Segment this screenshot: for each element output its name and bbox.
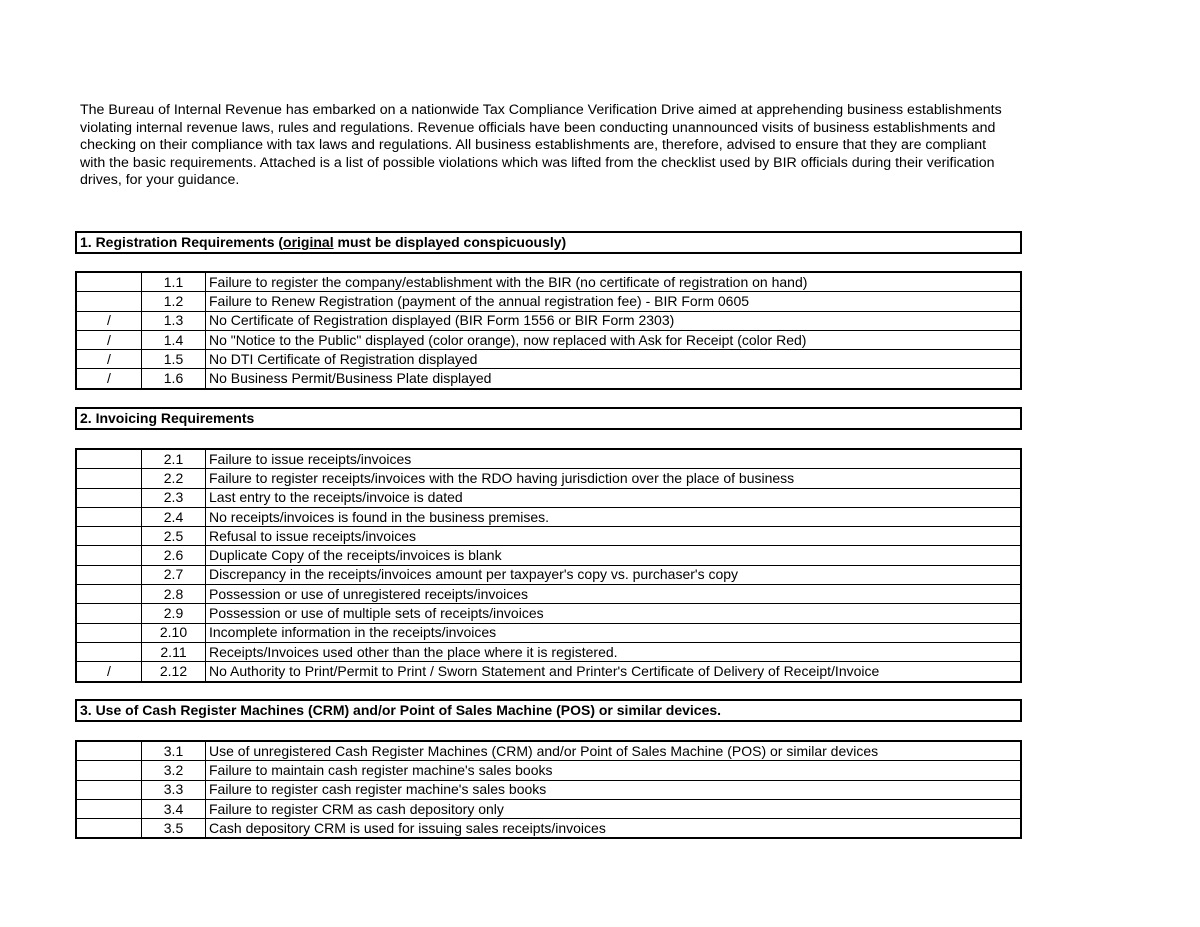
item-number-cell: 3.5 [142, 819, 206, 839]
table-row [76, 623, 1021, 642]
section-registration [75, 231, 1022, 387]
intro-paragraph: The Bureau of Internal Revenue has embarked on a nationwide Tax Compliance Verification Drive aimed at apprehending business establishments violating internal revenue laws, rules and regulations. Revenue officials have been conducting unannounced visits of business establishments and checking on their compliance with tax laws and regulations. All business establishments are, therefore, advised to ensure that they are compliant with the basic requirements. Attached is a list of possible violations which was lifted from the checklist used by BIR officials during their verification drives, for your guidance. [80, 102, 1002, 189]
section-title-pre: 1. Registration Requirements ( [80, 234, 284, 250]
section-title-post: must be displayed conspicuously) [333, 234, 567, 250]
item-number-cell: 2.2 [142, 469, 206, 488]
violations-table [75, 448, 1022, 683]
section-cash-register [75, 699, 1022, 836]
check-mark-cell [76, 819, 142, 839]
table-row [76, 369, 1021, 389]
item-number-cell: 3.4 [142, 799, 206, 818]
table-row [76, 527, 1021, 546]
violations-table [75, 271, 1022, 390]
check-mark-cell: / [76, 330, 142, 349]
table-row [76, 311, 1021, 330]
item-number-cell: 1.5 [142, 350, 206, 369]
violation-description-cell: Possession or use of multiple sets of receipts/invoices [206, 604, 1022, 623]
item-number-cell: 2.1 [142, 449, 206, 469]
table-row [76, 585, 1021, 604]
item-number-cell: 1.4 [142, 330, 206, 349]
item-number-cell: 2.12 [142, 662, 206, 682]
table-row [76, 330, 1021, 349]
section-header [75, 231, 1022, 254]
violation-description-cell: Failure to issue receipts/invoices [206, 449, 1022, 469]
item-number-cell: 1.1 [142, 272, 206, 292]
check-mark-cell [76, 642, 142, 661]
check-mark-cell: / [76, 311, 142, 330]
violation-description-cell: Receipts/Invoices used other than the place where it is registered. [206, 642, 1022, 661]
check-mark-cell: / [76, 350, 142, 369]
check-mark-cell [76, 604, 142, 623]
item-number-cell: 1.3 [142, 311, 206, 330]
section-title-pre: 2. Invoicing Requirements [80, 410, 255, 426]
item-number-cell: 2.11 [142, 642, 206, 661]
check-mark-cell [76, 469, 142, 488]
check-mark-cell [76, 741, 142, 761]
violation-description-cell: No "Notice to the Public" displayed (color orange), now replaced with Ask for Receipt (color Red) [206, 330, 1022, 349]
violation-description-cell: Cash depository CRM is used for issuing sales receipts/invoices [206, 819, 1022, 839]
violation-description-cell: Duplicate Copy of the receipts/invoices is blank [206, 546, 1022, 565]
table-row [76, 469, 1021, 488]
check-mark-cell [76, 507, 142, 526]
violation-description-cell: Discrepancy in the receipts/invoices amount per taxpayer's copy vs. purchaser's copy [206, 565, 1022, 584]
check-mark-cell: / [76, 369, 142, 389]
table-row [76, 546, 1021, 565]
table-row [76, 507, 1021, 526]
violation-description-cell: Last entry to the receipts/invoice is dated [206, 488, 1022, 507]
item-number-cell: 2.9 [142, 604, 206, 623]
check-mark-cell [76, 623, 142, 642]
item-number-cell: 1.2 [142, 292, 206, 311]
table-row [76, 449, 1021, 469]
table-row [76, 488, 1021, 507]
violation-description-cell: Incomplete information in the receipts/invoices [206, 623, 1022, 642]
item-number-cell: 2.3 [142, 488, 206, 507]
table-row [76, 761, 1021, 780]
section-invoicing [75, 407, 1022, 679]
check-mark-cell [76, 780, 142, 799]
table-row [76, 604, 1021, 623]
table-row [76, 565, 1021, 584]
section-title-underline: original [283, 234, 334, 250]
item-number-cell: 1.6 [142, 369, 206, 389]
violation-description-cell: Failure to maintain cash register machine's sales books [206, 761, 1022, 780]
table-row [76, 350, 1021, 369]
item-number-cell: 3.1 [142, 741, 206, 761]
violation-description-cell: No Authority to Print/Permit to Print / Sworn Statement and Printer's Certificate of Delivery of Receipt/Invoice [206, 662, 1022, 682]
table-row [76, 642, 1021, 661]
item-number-cell: 2.8 [142, 585, 206, 604]
table-row [76, 741, 1021, 761]
table-row [76, 799, 1021, 818]
item-number-cell: 2.7 [142, 565, 206, 584]
violation-description-cell: Refusal to issue receipts/invoices [206, 527, 1022, 546]
item-number-cell: 2.10 [142, 623, 206, 642]
table-row [76, 662, 1021, 682]
table-row [76, 819, 1021, 839]
item-number-cell: 3.3 [142, 780, 206, 799]
check-mark-cell [76, 527, 142, 546]
violation-description-cell: Failure to register CRM as cash depository only [206, 799, 1022, 818]
table-row [76, 272, 1021, 292]
check-mark-cell [76, 272, 142, 292]
check-mark-cell [76, 761, 142, 780]
section-header [75, 699, 1022, 722]
check-mark-cell [76, 546, 142, 565]
violation-description-cell: Possession or use of unregistered receipts/invoices [206, 585, 1022, 604]
violation-description-cell: No Business Permit/Business Plate displayed [206, 369, 1022, 389]
violations-table [75, 740, 1022, 839]
violation-description-cell: Use of unregistered Cash Register Machines (CRM) and/or Point of Sales Machine (POS) or similar devices [206, 741, 1022, 761]
item-number-cell: 2.4 [142, 507, 206, 526]
violation-description-cell: No DTI Certificate of Registration displayed [206, 350, 1022, 369]
check-mark-cell [76, 799, 142, 818]
item-number-cell: 3.2 [142, 761, 206, 780]
violation-description-cell: No Certificate of Registration displayed (BIR Form 1556 or BIR Form 2303) [206, 311, 1022, 330]
section-header [75, 407, 1022, 430]
check-mark-cell: / [76, 662, 142, 682]
violation-description-cell: Failure to register cash register machine's sales books [206, 780, 1022, 799]
table-row [76, 292, 1021, 311]
check-mark-cell [76, 292, 142, 311]
violation-description-cell: Failure to Renew Registration (payment of the annual registration fee) - BIR Form 0605 [206, 292, 1022, 311]
item-number-cell: 2.6 [142, 546, 206, 565]
violation-description-cell: Failure to register receipts/invoices with the RDO having jurisdiction over the place of business [206, 469, 1022, 488]
violation-description-cell: Failure to register the company/establishment with the BIR (no certificate of registration on hand) [206, 272, 1022, 292]
section-title-pre: 3. Use of Cash Register Machines (CRM) and/or Point of Sales Machine (POS) or similar devices. [80, 702, 722, 718]
check-mark-cell [76, 488, 142, 507]
item-number-cell: 2.5 [142, 527, 206, 546]
check-mark-cell [76, 449, 142, 469]
table-row [76, 780, 1021, 799]
check-mark-cell [76, 585, 142, 604]
check-mark-cell [76, 565, 142, 584]
violation-description-cell: No receipts/invoices is found in the business premises. [206, 507, 1022, 526]
